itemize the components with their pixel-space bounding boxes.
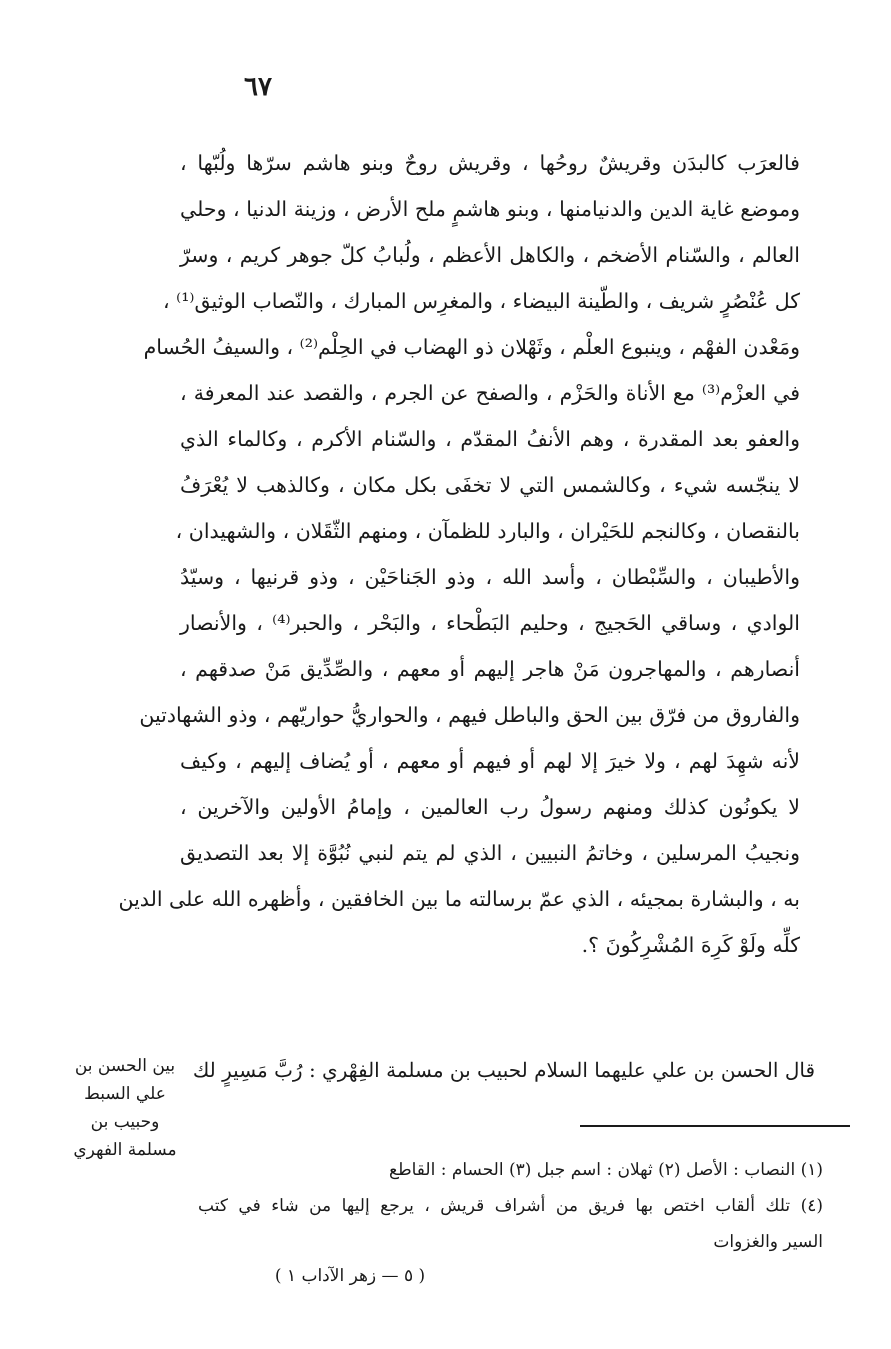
text-line: لأنه شهِدَ لهم ، ولا خيرَ إلا لهم أو فيهم أو معهم ، أو يُضاف إليهم ، وكيف [180, 749, 800, 773]
margin-note-line: وحبيب بن [90, 1112, 160, 1132]
margin-note-line: علي السبط [84, 1084, 166, 1104]
text-line: لا ينجّسه شيء ، وكالشمس التي لا تخفَى بكل مكان ، وكالذهب لا يُعْرَفُ [180, 473, 800, 497]
text-line: العالم ، والسّنام الأضخم ، والكاهل الأعظم ، ولُبابُ كلّ جوهر كريم ، وسرّ [180, 243, 800, 267]
text-line: والأطيبان ، والسِّبْطان ، وأسد الله ، وذو الجَناحَيْن ، وذو قرنيها ، وسيّدُ [180, 565, 800, 589]
text-line: كلِّه ولَوْ كَرِهَ المُشْرِكُونَ ؟. [581, 933, 800, 957]
page-number: ٦٧ [244, 72, 272, 102]
margin-note-line: مسلمة الفهري [73, 1140, 177, 1160]
text-line: كل عُنْصُرٍ شريف ، والطّينة البيضاء ، والمغرِس المبارك ، والنّصاب الوثيق⁽¹⁾ ، [163, 289, 800, 313]
text-line: لا يكونُون كذلك ومنهم رسولُ رب العالمين ، وإمامُ الأولين والآخرين ، [180, 795, 800, 819]
text-line: وموضع غاية الدين والدنيامنها ، وبنو هاشمٍ ملح الأرض ، وزينة الدنيا ، وحلي [180, 197, 800, 221]
text-line: ونجيبُ المرسلين ، وخاتمُ النبيين ، الذي لم يتم لنبي نُبُوَّة إلا بعد التصديق [180, 841, 800, 865]
text-line: والعفو بعد المقدرة ، وهم الأنفُ المقدّم ، والسّنام الأكرم ، وكالماء الذي [180, 427, 800, 451]
footnotes [198, 1152, 823, 1260]
text-line: فالعرَب كالبدَن وقريشٌ روحُها ، وقريش روحٌ وبنو هاشم سرّها ولُبّها ، [180, 151, 800, 175]
margin-note [70, 1052, 180, 1164]
footnote-line: (٤) تلك ألقاب اختص بها فريق من أشراف قريش ، يرجع إليها من شاء في كتب [198, 1196, 823, 1216]
text-line: في العزْم⁽³⁾ مع الأناة والحَزْم ، والصفح عن الجرم ، والقصد عند المعرفة ، [180, 381, 800, 405]
footnote-divider [580, 1125, 850, 1127]
printer-signature: ( ٥ — زهر الآداب ١ ) [274, 1266, 426, 1286]
footnote-line: (١) النصاب : الأصل (٢) ثهلان : اسم جبل (٣) الحسام : القاطع [389, 1160, 823, 1180]
text-line: والفاروق من فرّق بين الحق والباطل فيهم ، والحواريُّ حواريّهم ، وذو الشهادتين [139, 703, 800, 727]
text-line: بالنقصان ، وكالنجم للحَيْران ، والبارد للظمآن ، ومنهم الثّقَلان ، والشهيدان ، [175, 519, 800, 543]
text-line: أنصارهم ، والمهاجرون مَنْ هاجر إليهم أو معهم ، والصِّدِّيق مَنْ صدقهم ، [180, 657, 800, 681]
section-opening: قال الحسن بن علي عليهما السلام لحبيب بن مسلمة الفِهْري : رُبَّ مَسِيرٍ لك [192, 1058, 815, 1082]
text-line: ومَعْدن الفهْم ، وينبوع العلْم ، وثَهْلان ذو الهضاب في الحِلْم⁽²⁾ ، والسيفُ الحُسام [143, 335, 800, 359]
text-line: به ، والبشارة بمجيئه ، الذي عمّ برسالته ما بين الخافقين ، وأظهره الله على الدين [118, 887, 800, 911]
footnote-line: السير والغزوات [713, 1232, 823, 1252]
text-line: الوادي ، وساقي الحَجيج ، وحليم البَطْحاء ، والبَحْر ، والحبر⁽⁴⁾ ، والأنصار [180, 611, 800, 635]
main-text-block [118, 140, 800, 968]
margin-note-line: بين الحسن بن [74, 1056, 176, 1076]
